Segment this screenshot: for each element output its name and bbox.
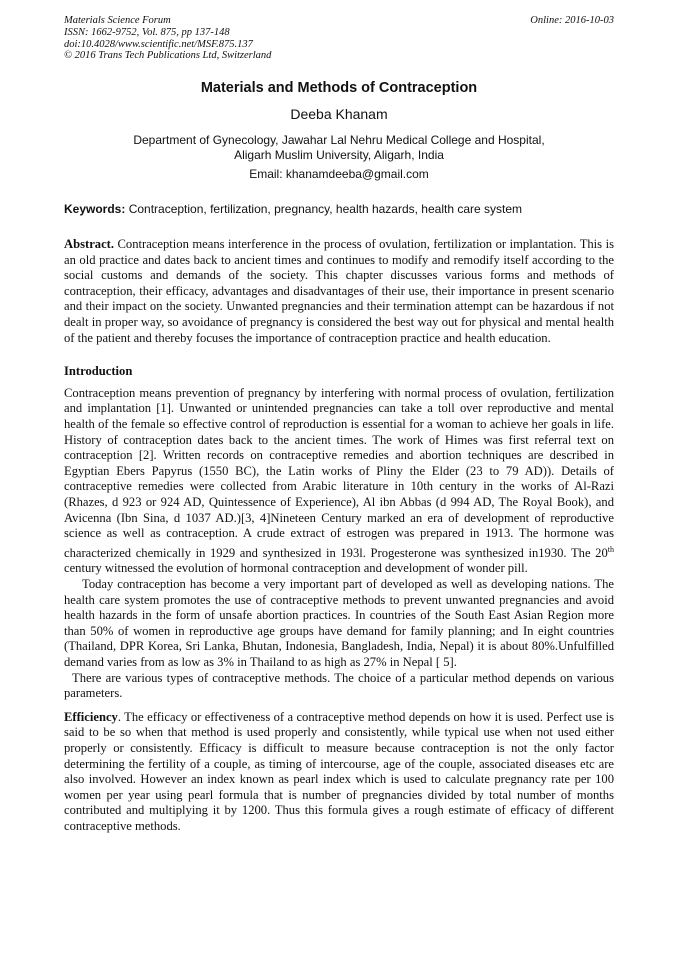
journal-header bbox=[64, 15, 614, 62]
author-email: Email: khanamdeeba@gmail.com bbox=[249, 167, 429, 181]
affiliation bbox=[64, 133, 614, 163]
efficiency-text: . The efficacy or effectiveness of a contraceptive method depends on how it is used. Perfect use is said to be so when that method is used properly and consistently, while typical use when not used either properly or consistently. Efficacy is difficult to measure because contraception is not the only factor determining the fertility of a couple, as timing of intercourse, age of the couple, associated diseases etc are also involved. However an index known as pearl index which is used to calculate pregnancy rate per 100 women per year using pearl formula that is number of pregnancies divided by total number of months contributed and multiplying it by 1200. Thus this formula gives a rough estimate of efficacy of different contraceptive methods. bbox=[64, 709, 614, 833]
abstract-label: Abstract. bbox=[64, 237, 115, 251]
section-heading-introduction: Introduction bbox=[64, 364, 133, 379]
efficiency-paragraph bbox=[64, 710, 614, 835]
journal-name: Materials Science Forum bbox=[64, 15, 171, 26]
keywords bbox=[64, 202, 614, 216]
issn-line: ISSN: 1662-9752, Vol. 875, pp 137-148 bbox=[64, 26, 230, 38]
keywords-label: Keywords: bbox=[64, 202, 126, 216]
superscript-th: th bbox=[607, 544, 614, 554]
affiliation-line: Aligarh Muslim University, Aligarh, India bbox=[234, 148, 444, 162]
paper-body bbox=[64, 237, 614, 835]
keywords-list: Contraception, fertilization, pregnancy, health hazards, health care system bbox=[125, 202, 523, 216]
affiliation-line: Department of Gynecology, Jawahar Lal Nehru Medical College and Hospital, bbox=[133, 133, 545, 147]
intro-text: century witnessed the evolution of hormonal contraception and development of wonder pill. bbox=[64, 561, 528, 576]
doi-line: doi:10.4028/www.scientific.net/MSF.875.137 bbox=[64, 38, 253, 50]
online-date: Online: 2016-10-03 bbox=[530, 15, 614, 26]
paper-title: Materials and Methods of Contraception bbox=[200, 80, 478, 96]
copyright-line: © 2016 Trans Tech Publications Ltd, Switzerland bbox=[64, 50, 272, 62]
intro-paragraph-1 bbox=[64, 386, 614, 577]
efficiency-label: Efficiency bbox=[64, 709, 118, 724]
author-name: Deeba Khanam bbox=[290, 106, 388, 122]
abstract bbox=[64, 237, 614, 346]
intro-paragraph-3: There are various types of contraceptive methods. The choice of a particular method depends on various parameters. bbox=[64, 670, 614, 701]
abstract-text: Contraception means interference in the process of ovulation, fertilization or implantation. This is an old practice and dates back to ancient times and continues to modify and remodify itself according to the social customs and demands of the society. This chapter discusses various forms and methods of contraception, their efficacy, advantages and disadvantages of their use, their importance in present scenario and their impact on the society. Unwanted pregnancies and their termination attempt can be hazardous if not dealt in proper way, so avoidance of pregnancy is considered the best way out for physical and mental health of the patient and thereby focuses the importance of contraception practice and health education. bbox=[64, 237, 614, 345]
intro-paragraph-2: Today contraception has become a very important part of developed as well as developing nations. The health care system promotes the use of contraceptive methods to prevent unwanted pregnancies and avoid health hazards in the form of unsafe abortion practices. In countries of the South East Asian Region more than 50% of women in reproductive age groups have demand for family planning; and In eight countries (Thailand, DPR Korea, Sri Lanka, Bhutan, Indonesia, Bangladesh, India, Nepal) it is about 80%.Unfulfilled demand varies from as low as 3% in Thailand to as high as 27% in Nepal [ 5]. bbox=[64, 577, 614, 670]
intro-text: Contraception means prevention of pregnancy by interfering with normal process of ovulation, fertilization and implantation [1]. Unwanted or unintended pregnancies can take a toll over reproductive and mental health of the female so effective control of reproduction is essential for a woman to achieve her goals in life. History of contraception dates back to the ancient times. The work of Himes was first referral text on contraception [2]. Written records on contraceptive remedies and abortion techniques are described in Egyptian Ebers Papyrus (1550 BC), the Latin works of Pliny the Elder (23 to 79 AD)). Details of contraceptive remedies were collected from Arabic literature in 10th century in the works of Al-Razi (Rhazes, d 923 or 924 AD, Quintessence of Experience), Al ibn Abbas (d 994 AD, The Royal Book), and Avicenna (Ibn Sina, d 1037 AD.)[3, 4]Nineteen Century marked an era of development of reproductive science as well as contraception. A crude extract of estrogen was prepared in 1913. The hormone was characterized chemically in 1929 and synthesized in 193l. Progesterone was synthesized in1930. The 20 bbox=[64, 385, 614, 560]
